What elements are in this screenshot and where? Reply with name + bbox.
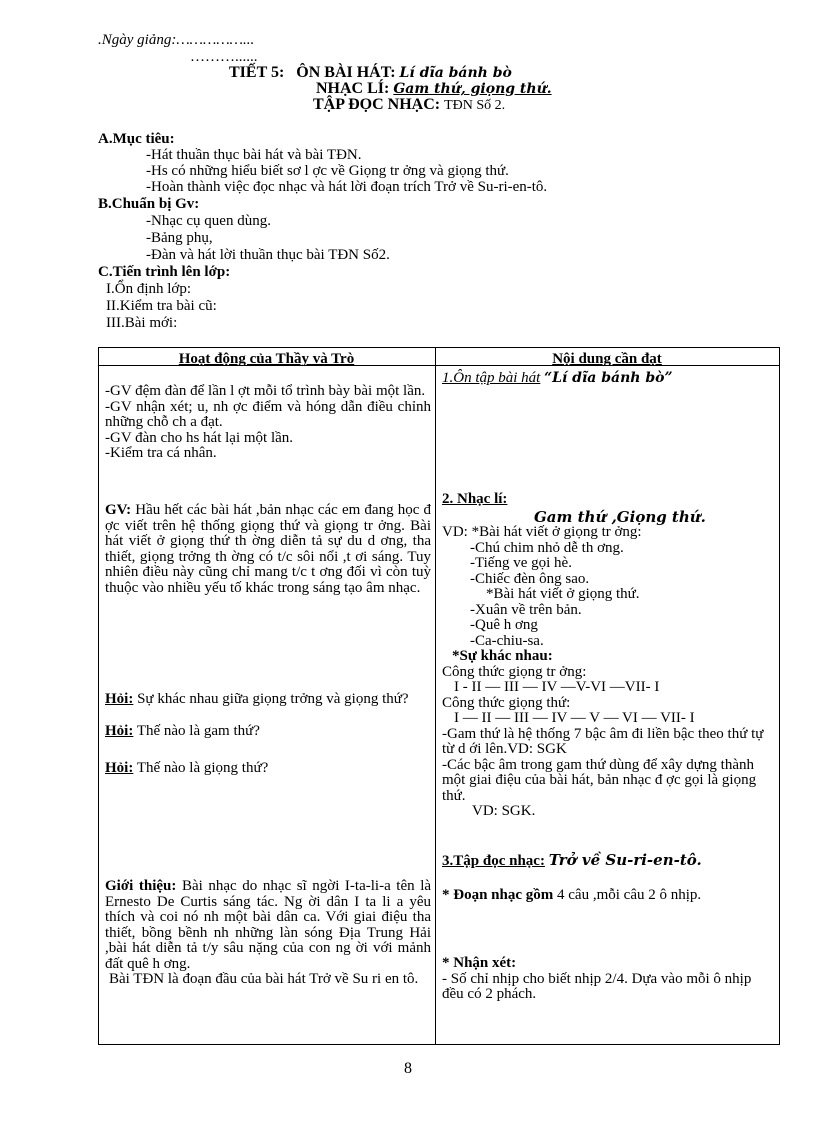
review-label: ÔN BÀI HÁT:	[296, 64, 396, 81]
section-c-title: C.Tiến trình lên lớp:	[98, 264, 231, 280]
nx-text: - Số chỉ nhịp cho biết nhịp 2/4. Dựa vào mỗi ô nhịp đều có 2 phách.	[442, 970, 752, 1002]
major-song: -Chú chim nhỏ dễ th ơng.	[470, 539, 624, 556]
left-block-question2	[105, 724, 431, 740]
activity-line: -GV đàn cho hs hát lại một lần.	[105, 429, 294, 446]
date-label: .Ngày giảng:……………...	[98, 32, 255, 48]
theory-label: NHẠC LÍ:	[316, 80, 390, 97]
section-b-title: B.Chuẩn bị Gv:	[98, 196, 200, 212]
major-formula: I - II — III — IV —V-VI —VII- I	[454, 679, 660, 695]
left-block-question1	[105, 692, 431, 708]
lesson-label: TIẾT 5:	[229, 64, 285, 81]
vd-sgk: VD: SGK.	[472, 803, 536, 819]
theory-title: Gam thứ, giọng thứ.	[393, 81, 552, 97]
table-border-right	[779, 347, 780, 1044]
s2-label: 2. Nhạc lí:	[442, 491, 508, 507]
activity-line: -Kiểm tra cá nhân.	[105, 445, 217, 461]
minor-song: -Xuân về trên bản.	[470, 601, 582, 618]
song-title: Lí dĩa bánh bò	[399, 65, 512, 81]
right-s3	[442, 853, 774, 870]
right-s1	[442, 371, 774, 387]
col-left-header: Hoạt động của Thầy và Trò	[178, 351, 355, 367]
hoi-label: Hỏi:	[105, 691, 134, 707]
section-b-item: -Nhạc cụ quen dùng.	[146, 213, 271, 229]
hoi-label: Hỏi:	[105, 760, 134, 776]
gam-definition: -Gam thứ là hệ thống 7 bậc âm đi liền bậc theo thứ tự từ d ới lên.VD: SGK	[442, 725, 764, 757]
reading-line	[313, 96, 505, 114]
gv-text: Hầu hết các bài hát ,bản nhạc các em đang học đ ợc viết trên hệ thống giọng thứ và giọng tr ởng. Bài hát viết ở giọng thứ th ờng diễn tả sự du d ơng, tha thiết, giọng trởng th ờng có t/c sôi nổi ,t ơi sáng. Tuy nhiên điều này cũng chỉ mang t/c t ơng đối vì còn tuỳ thuộc vào nhiều yếu tố khác trong sáng tạo âm nhạc.	[105, 502, 432, 596]
s3-title: Trở về Su-ri-en-tô.	[548, 851, 702, 869]
vd-intro: VD: *Bài hát viết ở giọng tr ởng:	[442, 524, 642, 540]
hoi3-text: Thế nào là giọng thứ?	[136, 760, 269, 776]
table-border-bottom	[98, 1044, 780, 1045]
s3-label: 3.Tập đọc nhạc:	[442, 853, 545, 869]
section-a-item: -Hs có những hiểu biết sơ l ợc về Giọng tr ởng và giọng thứ.	[146, 163, 509, 179]
left-block-question3	[105, 761, 431, 777]
table-column-divider	[435, 347, 436, 1044]
minor-formula: I — II — III — IV — V — VI — VII- I	[454, 710, 695, 726]
col-right-header: Nội dung cần đạt	[552, 351, 662, 367]
hoi-label: Hỏi:	[105, 723, 134, 739]
doan-label: * Đoạn nhạc gồm	[442, 887, 554, 903]
section-c-item: III.Bài mới:	[106, 315, 178, 331]
gt-label: Giới thiệu:	[105, 878, 177, 894]
nx-label: * Nhận xét:	[442, 955, 517, 971]
s1-label: 1.Ôn tập bài hát	[442, 370, 541, 386]
hoi2-text: Thế nào là gam thứ?	[136, 723, 260, 739]
gt-text2: Bài TĐN là đoạn đầu của bài hát Trở về Su ri en tô.	[109, 971, 419, 987]
s2-title: Gam thứ ,Giọng thứ.	[534, 507, 706, 526]
doan-text: 4 câu ,mỗi câu 2 ô nhịp.	[557, 887, 702, 903]
reading-label: TẬP ĐỌC NHẠC:	[313, 96, 441, 113]
activity-line: -GV nhận xét; u, nh ợc điểm và hóng dẫn điều chỉnh những chỗ ch a đạt.	[105, 398, 431, 430]
section-a-item: -Hát thuần thục bài hát và bài TĐN.	[146, 147, 362, 163]
giong-definition: -Các bậc âm trong gam thứ dùng để xây dựng thành một giai điệu của bài hát, bản nhạc đ ợc gọi là giọng thứ.	[442, 756, 757, 804]
hoi1-text: Sự khác nhau giữa giọng trởng và giọng thứ?	[137, 691, 409, 707]
section-a-title: A.Mục tiêu:	[98, 131, 175, 147]
right-nx	[442, 956, 774, 1003]
minor-song: -Ca-chiu-sa.	[470, 632, 544, 649]
gt-text: Bài nhạc do nhạc sĩ ngời I-ta-li-a tên là Ernesto De Curtis sáng tác. Ng ời dân I ta li a yêu thích và coi nó nh một bài dân ca. Với giai điệu tha thiết, bồng bềnh nh những làn sóng Địa Trung Hải ,bài hát diễn tả t/y sâu nặng của con ng ời với mảnh đất quê h ơng.	[105, 878, 432, 972]
diff-title: *Sự khác nhau:	[452, 648, 553, 664]
s1-title: “Lí dĩa bánh bò”	[544, 370, 673, 386]
section-c-item: I.Ổn định lớp:	[106, 281, 192, 297]
gv-label: GV:	[105, 502, 132, 518]
right-s2	[442, 492, 774, 820]
date-dots: ………......	[190, 49, 258, 65]
table-border-top	[98, 347, 780, 348]
left-block-intro	[105, 879, 431, 988]
section-c-item: II.Kiểm tra bài cũ:	[106, 298, 217, 314]
minor-intro: *Bài hát viết ở giọng thứ.	[486, 586, 640, 602]
section-b-item: -Đàn và hát lời thuần thục bài TĐN Số2.	[146, 247, 390, 263]
left-block-gv	[105, 503, 431, 596]
reading-title: TĐN Số 2.	[444, 98, 506, 113]
activity-line: -GV đệm đàn để lần l ợt mỗi tổ trình bày bài một lần.	[105, 383, 426, 399]
right-doan	[442, 888, 774, 904]
section-b-item: -Bảng phụ,	[146, 230, 213, 246]
section-a-item: -Hoàn thành việc đọc nhạc và hát lời đoạn trích Trở về Su-ri-en-tô.	[146, 179, 548, 195]
left-block-activities	[105, 384, 431, 462]
minor-song: -Quê h ơng	[470, 617, 538, 633]
major-formula-label: Công thức giọng tr ởng:	[442, 663, 587, 680]
major-song: -Tiếng ve gọi hè.	[470, 555, 572, 571]
page-number: 8	[404, 1060, 412, 1077]
minor-formula-label: Công thức giọng thứ:	[442, 694, 571, 711]
major-song: -Chiếc đèn ông sao.	[470, 570, 590, 587]
table-border-left	[98, 347, 99, 1044]
